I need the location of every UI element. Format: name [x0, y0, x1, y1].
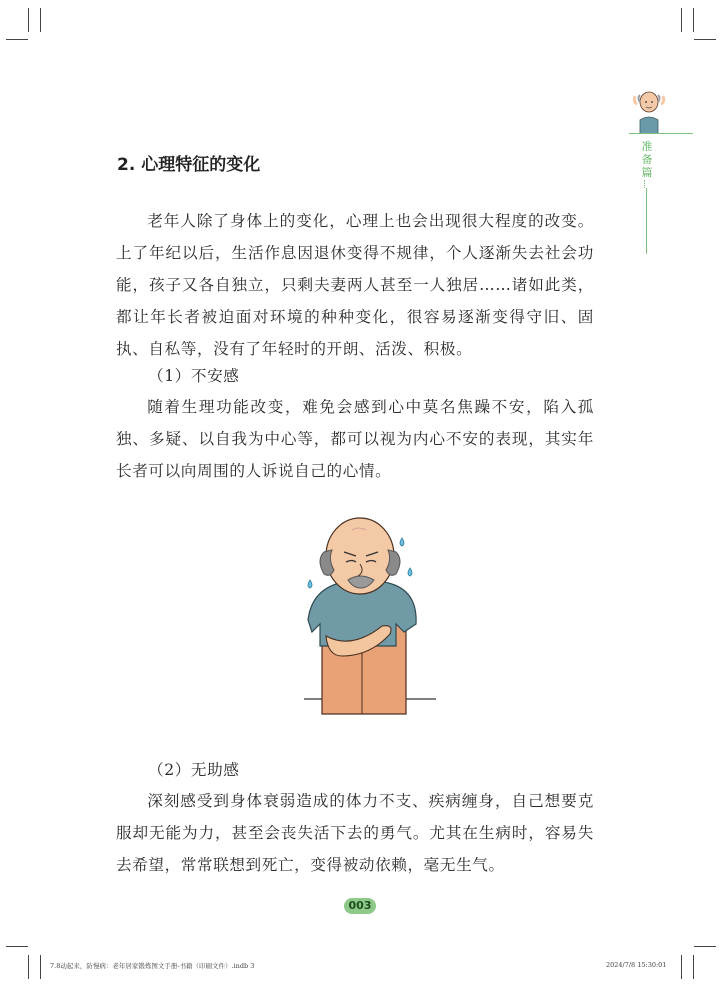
elderly-mascot-icon — [629, 86, 669, 134]
helpless-paragraph — [116, 785, 594, 881]
crop-mark — [6, 39, 28, 40]
anxiety-paragraph — [116, 391, 594, 487]
crop-mark — [6, 946, 28, 947]
crop-mark — [40, 955, 41, 979]
tab-dots — [644, 180, 649, 188]
crop-mark — [28, 955, 29, 979]
chapter-tab-label: 准备篇 — [641, 140, 653, 179]
helpless-text: 深刻感受到身体衰弱造成的体力不支、疾病缠身，自己想要克服却无能为力，甚至会丧失活下去的勇气。尤其在生病时，容易失去希望，常常联想到死亡，变得被动依赖，毫无生气。 — [116, 792, 594, 874]
intro-paragraph — [116, 205, 594, 365]
crop-mark — [40, 8, 41, 32]
section-title: 2. 心理特征的变化 — [117, 155, 261, 175]
helpless-heading: （2）无助感 — [148, 761, 240, 779]
footer-file-name: 7.8动起来，防慢病：老年居家锻炼图文手册-书籍（印刷文件）.indb 3 — [50, 962, 255, 970]
intro-text: 老年人除了身体上的变化，心理上也会出现很大程度的改变。上了年纪以后，生活作息因退休变得不规律，个人逐渐失去社会功能，孩子又各自独立，只剩夫妻两人甚至一人独居……诸如此类，都让年长者被迫面对环境的种种变化，很容易逐渐变得守旧、固执、自私等，没有了年轻时的开朗、活泼、积极。 — [116, 212, 594, 358]
crop-mark — [693, 955, 694, 979]
page-number: 003 — [344, 898, 376, 914]
crop-mark — [681, 8, 682, 32]
tab-rule — [646, 188, 647, 254]
footer-timestamp: 2024/7/8 15:30:01 — [606, 961, 667, 969]
anxiety-text: 随着生理功能改变，难免会感到心中莫名焦躁不安，陷入孤独、多疑、以自我为中心等，都可以视为内心不安的表现，其实年长者可以向周围的人诉说自己的心情。 — [116, 398, 594, 480]
crop-mark — [693, 8, 694, 32]
crop-mark — [694, 946, 716, 947]
worried-elderly-man-illustration — [298, 508, 438, 718]
anxiety-heading: （1）不安感 — [148, 367, 240, 385]
header-rule — [629, 133, 693, 134]
crop-mark — [694, 39, 716, 40]
crop-mark — [681, 955, 682, 979]
crop-mark — [28, 8, 29, 32]
